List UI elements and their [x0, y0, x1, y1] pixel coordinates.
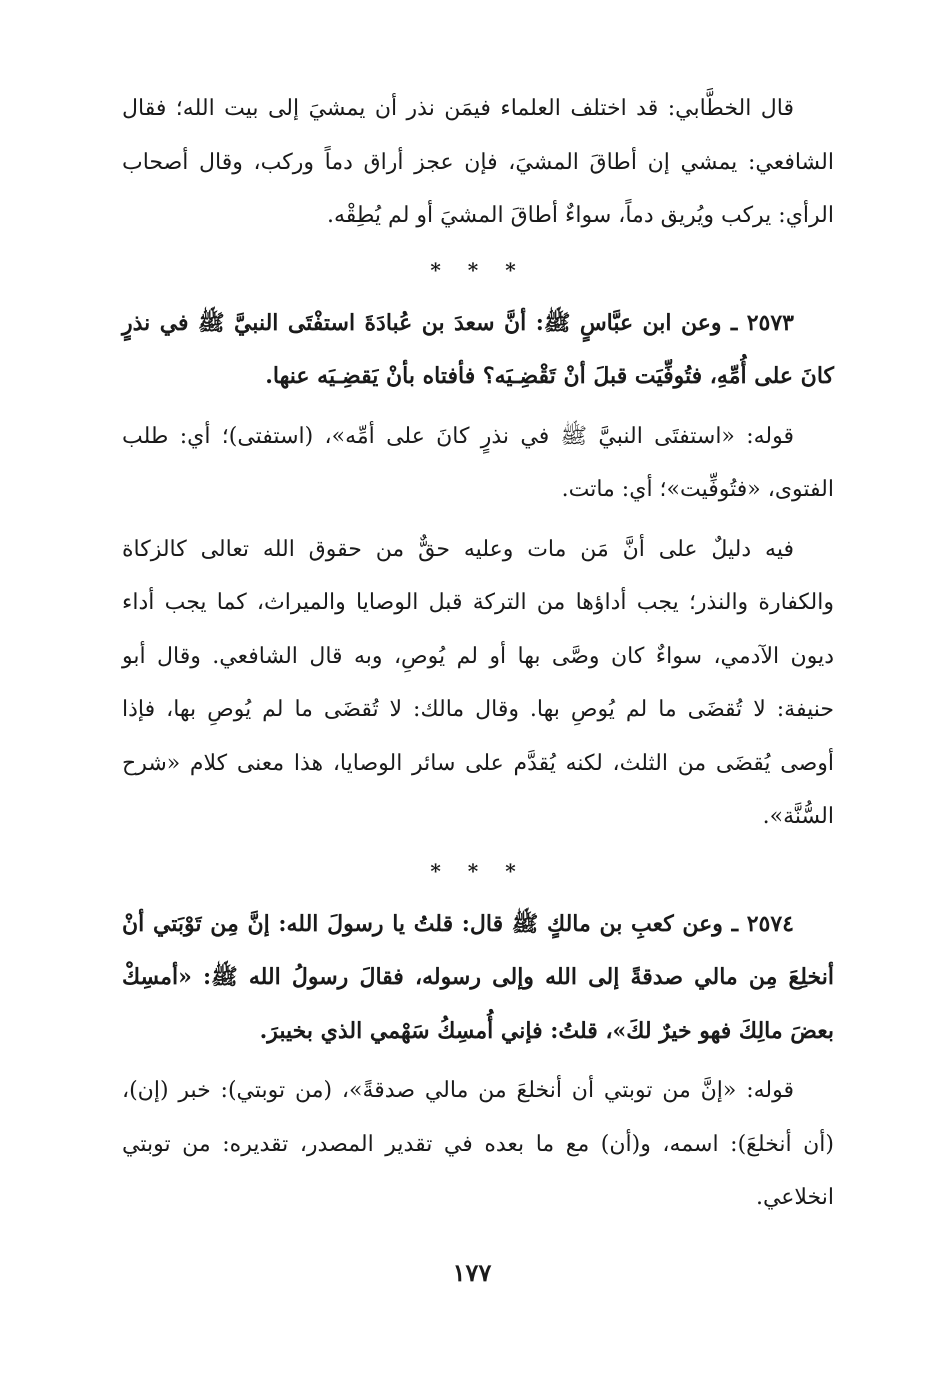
- section-separator: * * *: [430, 858, 526, 883]
- page-body: [122, 82, 834, 1225]
- hadith-2573: ٢٥٧٣ ـ وعن ابن عبَّاسٍ ﷺ: أنَّ سعدَ بن عُبادَةَ استفْتَى النبيَّ ﷺ في نذرٍ كانَ على أُمِّهِ، فتُوفِّيَت قبلَ أنْ تَقْضِـيَه؟ فأفتاه بأنْ يَقضِـيَه عنها.: [122, 309, 834, 389]
- commentary-2573-b: فيه دليلٌ على أنَّ مَن مات وعليه حقٌّ من حقوق الله تعالى كالزكاة والكفارة والنذر؛ يجب أداؤها من التركة قبل الوصايا والميراث، كما يجب أداء ديون الآدمي، سواءٌ كان وصَّى بها أو لم يُوصِ، وبه قال الشافعي. وقال أبو حنيفة: لا تُقضَى ما لم يُوصِ بها. وقال مالك: لا تُقضَى ما لم يُوصِ بها، فإذا أوصى يُقضَى من الثلث، لكنه يُقدَّم على سائر الوصايا، هذا معنى كلام «شرح السُّنَّة».: [122, 536, 834, 829]
- commentary-2573-a: قوله: «استفتَى النبيَّ ﷺ في نذرٍ كانَ على أمِّه»، (استفتى)؛ أي: طلب الفتوى، «فتُوفِّيت»؛ أي: ماتت.: [122, 423, 834, 502]
- hadith-2574: ٢٥٧٤ ـ وعن كعبِ بن مالكٍ ﷺ قال: قلتُ يا رسولَ الله: إنَّ مِن تَوْبَتي أنْ أنخلِعَ مِن مالي صدقةً إلى الله وإلى رسوله، فقالَ رسولُ الله ﷺ: «أمسِكْ بعضَ مالِكَ فهو خيرٌ لكَ»، قلتُ: فإني أُمسِكُ سَهْمي الذي بخيبرَ.: [122, 910, 834, 1044]
- commentary-2574: قوله: «إنَّ من توبتي أن أنخلعَ من مالي صدقةً»، (من توبتي): خبر (إن)، (أن أنخلعَ): اسمه، و(أن) مع ما بعده في تقدير المصدر، تقديره: من توبتي انخلاعي.: [122, 1078, 834, 1210]
- section-separator: * * *: [430, 257, 526, 282]
- page-number: ١٧٧: [452, 1258, 492, 1287]
- paragraph-khattabi: قال الخطَّابي: قد اختلف العلماء فيمَن نذر أن يمشيَ إلى بيت الله؛ فقال الشافعي: يمشي إن أطاقَ المشيَ، فإن عجز أراق دماً وركب، وقال أصحاب الرأي: يركب ويُريق دماً، سواءٌ أطاقَ المشيَ أو لم يُطِقْه.: [122, 96, 834, 228]
